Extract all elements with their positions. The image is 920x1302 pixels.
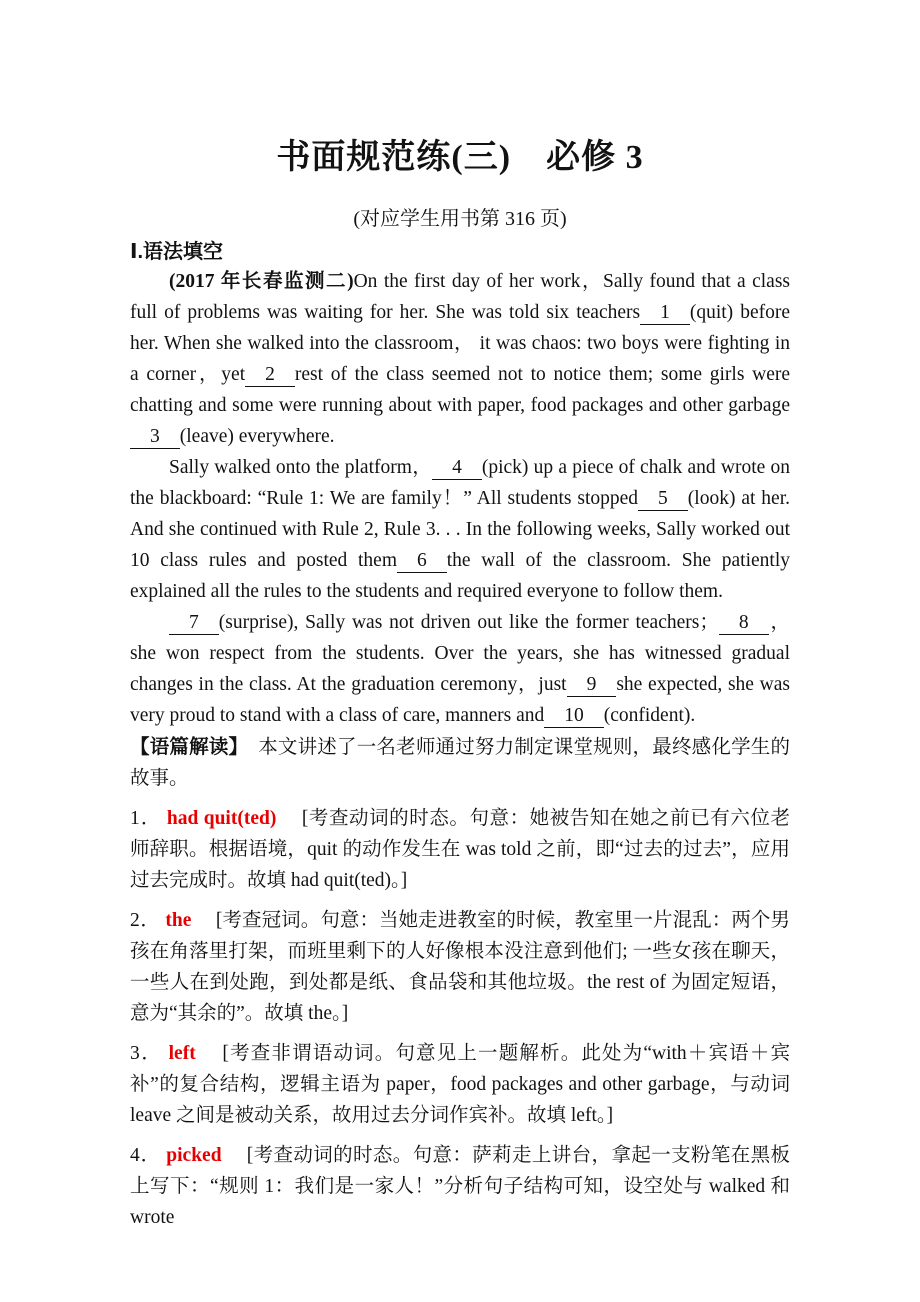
text-run: she expected, she was very proud to stand with a class of care, manners and [130, 673, 790, 726]
blank-9: 9 [567, 674, 617, 697]
text-run: (pick) up a piece of chalk and wrote on the blackboard: “Rule 1: We are family！” All students stopped [130, 456, 790, 509]
text-run: Sally walked onto the platform， [169, 456, 433, 478]
item-number: 1． [130, 807, 162, 829]
section-heading-grammar-fill: Ⅰ.语法填空 [130, 240, 223, 263]
passage-analysis [130, 732, 790, 794]
item-explanation: [考查动词的时态。句意：萨莉走上讲台，拿起一支粉笔在黑板上写下：“规则 1：我们是一家人！”分析句子结构可知，设空处与 walked 和 wrote [130, 1144, 790, 1228]
bold-run: 【语篇解读】 [130, 736, 239, 758]
text-run: rest of the class seemed not to notice them; some girls were chatting and some were running about with paper, food packages and other garbage [130, 363, 791, 416]
answer-item-4 [130, 1140, 790, 1233]
answer-text: the [165, 909, 192, 931]
answer-item-3 [130, 1038, 790, 1131]
answer-text: had quit(ted) [166, 807, 277, 829]
item-number: 4． [130, 1144, 162, 1166]
blank-6: 6 [397, 550, 447, 573]
blank-1: 1 [640, 302, 690, 325]
text-run: the wall of the classroom. She patiently explained all the rules to the students and required everyone to follow them. [130, 549, 790, 602]
page-subtitle: (对应学生用书第 316 页) [353, 207, 567, 230]
text-run: (quit) before her. When she walked into the classroom， it was chaos: two boys were fighting in a corner，yet [130, 301, 791, 385]
answer-item-2 [130, 905, 790, 1029]
passage-paragraph-1 [130, 266, 790, 452]
text-run: (leave) everywhere. [179, 425, 335, 447]
text-run: On the first day of her work，Sally found that a class full of problems was waiting for her. She was told six teachers [130, 270, 790, 323]
text-run: (surprise), Sally was not driven out like the former teachers； [218, 611, 719, 633]
blank-10: 10 [544, 705, 604, 728]
answer-list [130, 803, 790, 1233]
answer-text: picked [166, 1144, 222, 1166]
blank-8: 8 [719, 612, 769, 635]
answer-item-1 [130, 803, 790, 896]
bold-run: (2017 年长春监测二) [169, 270, 354, 292]
text-run: (look) at her. And she continued with Rule 2, Rule 3. . . In the following weeks, Sally worked out 10 class rules and posted them [130, 487, 790, 571]
page-title: 书面规范练(三) 必修 3 [276, 138, 644, 176]
item-number: 3． [130, 1042, 163, 1064]
text-run: ， she won respect from the students. Over the years, she has witnessed gradual changes in the class. At the graduation ceremony，just [130, 611, 790, 695]
item-explanation: [考查冠词。句意：当她走进教室的时候，教室里一片混乱：两个男孩在角落里打架，而班里剩下的人好像根本没注意到他们; 一些女孩在聊天，一些人在到处跑，到处都是纸、食品袋和其他垃圾。the rest of 为固定短语，意为“其余的”。故填 the。] [130, 909, 790, 1024]
item-explanation: [考查非谓语动词。句意见上一题解析。此处为“with＋宾语＋宾补”的复合结构，逻辑主语为 paper，food packages and other garbage，与动词 leave 之间是被动关系，故用过去分词作宾补。故填 left。] [130, 1042, 791, 1126]
item-number: 2． [130, 909, 161, 931]
text-run: (confident). [603, 704, 696, 726]
blank-2: 2 [245, 364, 295, 387]
item-explanation: [考查动词的时态。句意：她被告知在她之前已有六位老师辞职。根据语境，quit 的动作发生在 was told 之前，即“过去的过去”，应用过去完成时。故填 had quit(ted)。] [130, 807, 790, 891]
text-run: 本文讲述了一名老师通过努力制定课堂规则，最终感化学生的故事。 [130, 736, 790, 789]
passage [130, 266, 790, 731]
passage-paragraph-2 [130, 452, 790, 607]
blank-3: 3 [130, 426, 180, 449]
blank-5: 5 [638, 488, 688, 511]
answer-text: left [168, 1042, 196, 1064]
blank-7: 7 [169, 612, 219, 635]
passage-paragraph-3 [130, 607, 790, 731]
blank-4: 4 [432, 457, 482, 480]
